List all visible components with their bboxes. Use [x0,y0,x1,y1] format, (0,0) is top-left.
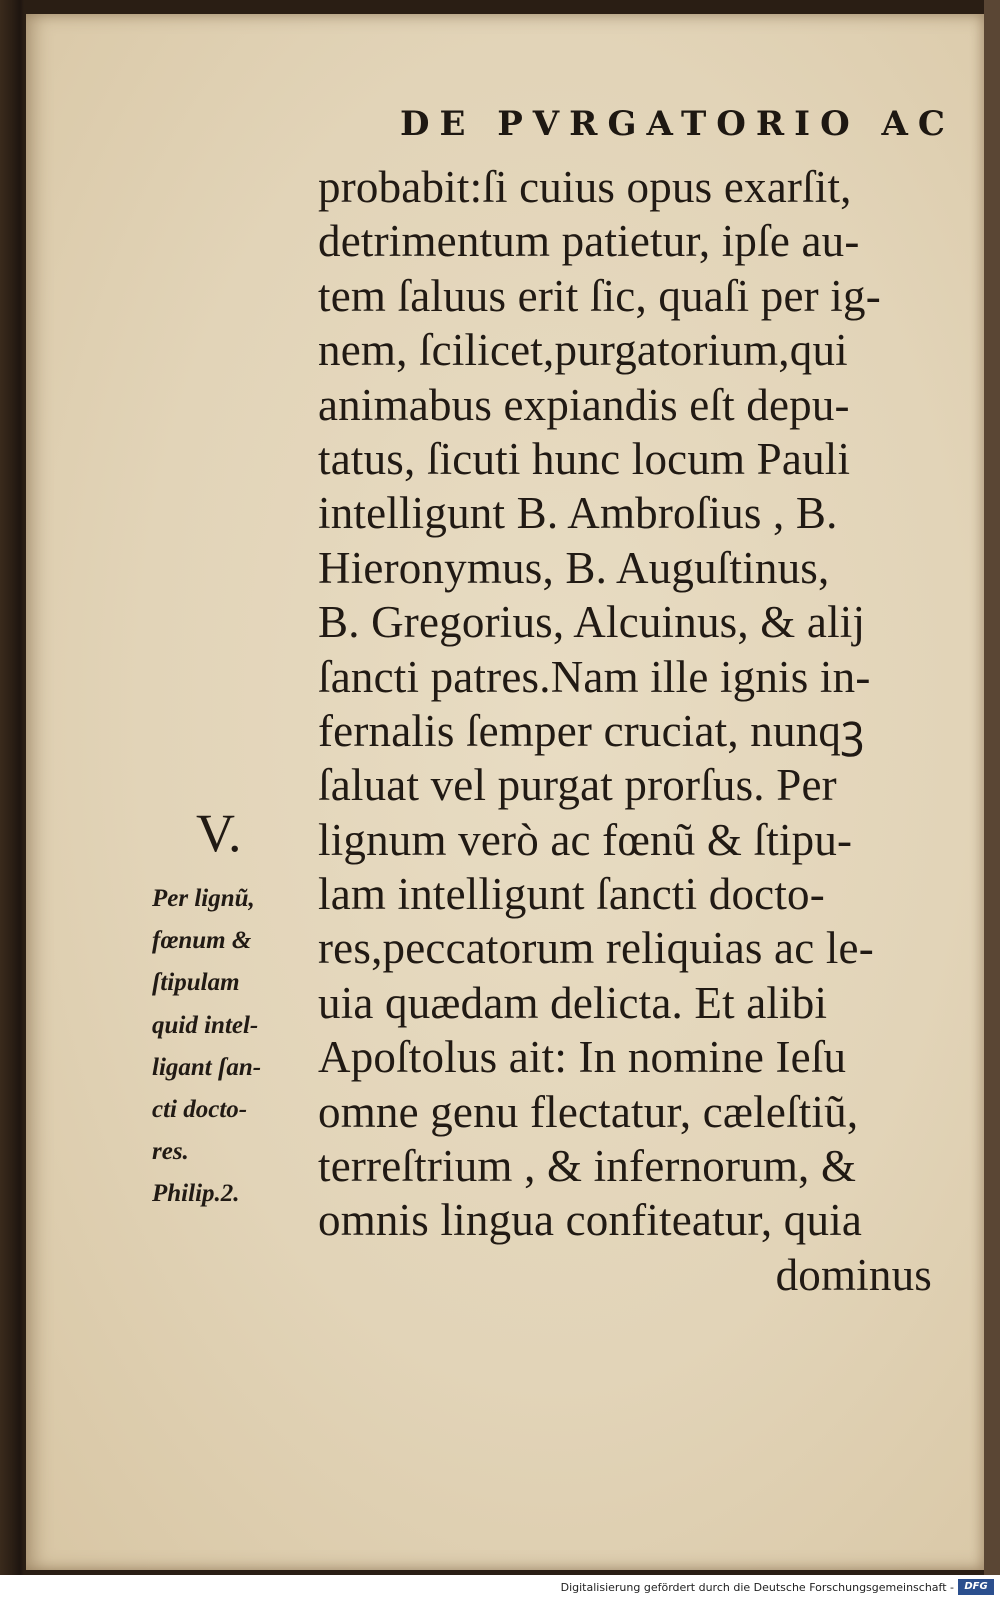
text-line: detrimentum patietur, ipſe au- [318,216,860,267]
margin-note-line: Per lignũ, [152,885,255,912]
marginal-notes [152,878,302,1216]
text-line: probabit:ſi cuius opus exarſit, [318,162,852,212]
margin-note-line: Philip.2. [152,1180,240,1208]
text-line: fernalis ſemper cruciat, nunqꝫ [318,705,865,756]
text-line: tem ſaluus erit ſic, quaſi per ig- [318,270,881,321]
footer-credit: Digitalisierung gefördert durch die Deutsche Forschungsgemeinschaft - [560,1581,954,1594]
text-line: lignum verò ac fœnũ & ſtipu- [318,814,853,865]
text-line: omnis lingua confiteatur, quia [318,1195,863,1246]
text-line: Hieronymus, B. Auguſtinus, [318,542,830,593]
margin-note-line: fœnum & [152,927,252,955]
text-line: B. Gregorius, Alcuinus, & alij [318,597,866,648]
text-line: Apoſtolus ait: In nomine Ieſu [318,1032,847,1083]
running-title: DE PVRGATORIO AC [400,104,955,144]
catchword: dominus [775,1249,932,1300]
main-text-block [318,160,946,1302]
text-line: nem, ſcilicet,purgatorium,qui [318,325,848,376]
margin-note-line: cti docto- [152,1095,248,1123]
text-line: tatus, ſicuti hunc locum Pauli [318,433,851,484]
text-line: ſaluat vel purgat prorſus. Per [318,760,837,811]
text-line: animabus expiandis eſt depu- [318,379,850,430]
text-line: uia quædam delicta. Et alibi [318,977,828,1028]
text-line: res,peccatorum reliquias ac le- [318,923,874,974]
text-line: omne genu flectatur, cæleſtiũ, [318,1086,859,1137]
text-line: terreſtrium , & infernorum, & [318,1141,857,1192]
text-line: ſancti patres.Nam ille ignis in- [318,651,871,702]
section-number: V. [196,803,242,863]
page-edge [984,0,1000,1575]
text-line: lam intelligunt ſancti docto- [318,869,825,920]
margin-note-line: ſtipulam [152,969,240,997]
footer-bar [0,1575,1000,1603]
margin-note-line: quid intel- [152,1011,259,1039]
text-line: intelligunt B. Ambroſius , B. [318,488,838,539]
dfg-logo: DFG [958,1579,994,1595]
margin-note-line: ligant ſan- [152,1053,262,1081]
margin-note-line: res. [152,1138,189,1166]
